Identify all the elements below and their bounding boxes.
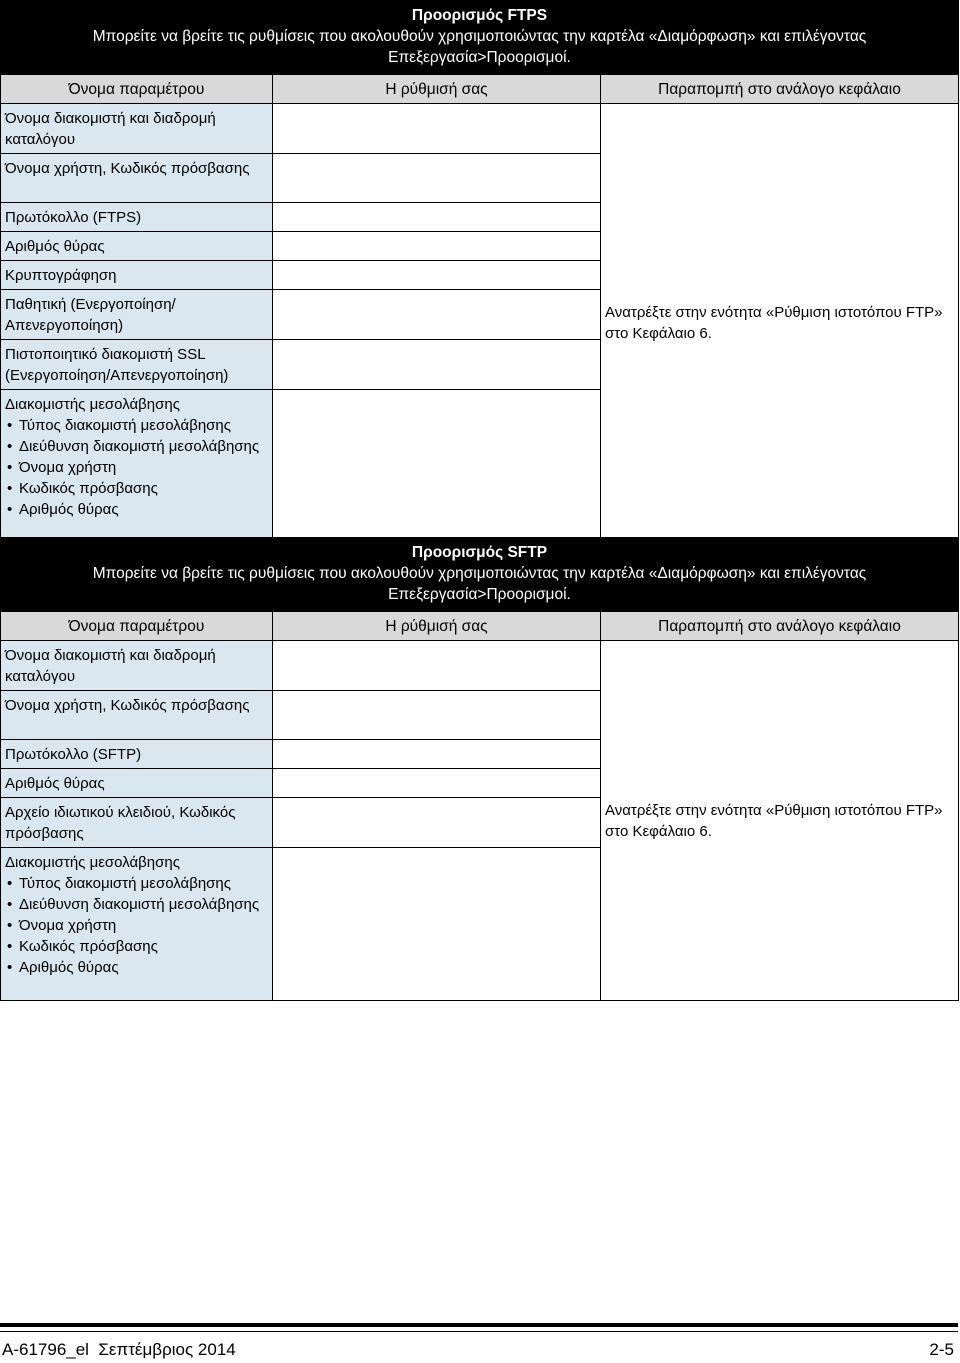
list-item: • Αριθμός θύρας <box>7 501 119 518</box>
list-item: • Τύπος διακομιστή μεσολάβησης <box>7 417 232 434</box>
footer-document-id: A-61796_el Σεπτέμβριος 2014 <box>2 1340 236 1359</box>
header-your-setting: Η ρύθμισή σας <box>273 612 601 641</box>
sftp-intro-line2: Επεξεργασία>Προορισμοί. <box>388 586 571 603</box>
param-server-path: Όνομα διακομιστή και διαδρομή καταλόγου <box>1 104 273 154</box>
setting-cell[interactable] <box>273 340 601 390</box>
proxy-items-list <box>5 873 268 978</box>
ftps-intro-line1: Μπορείτε να βρείτε τις ρυθμίσεις που ακολουθούν χρησιμοποιώντας την καρτέλα «Διαμόρφωση» και επιλέγοντας <box>92 28 867 45</box>
ftps-intro-line2: Επεξεργασία>Προορισμοί. <box>388 49 571 66</box>
setting-cell[interactable] <box>273 203 601 232</box>
header-chapter-reference: Παραπομπή στο ανάλογο κεφάλαιο <box>601 75 959 104</box>
sftp-destination-table <box>0 537 959 1001</box>
param-ssl-certificate: Πιστοποιητικό διακομιστή SSL (Ενεργοποίηση/Απενεργοποίηση) <box>1 340 273 390</box>
param-encryption: Κρυπτογράφηση <box>1 261 273 290</box>
proxy-items-list <box>5 415 268 520</box>
footer-rule-thick <box>0 1323 958 1327</box>
param-proxy-server <box>1 848 273 1001</box>
ftps-chapter-reference: Ανατρέξτε στην ενότητα «Ρύθμιση ιστοτόπου FTP» στο Κεφάλαιο 6. <box>601 104 959 543</box>
header-parameter-name: Όνομα παραμέτρου <box>1 75 273 104</box>
list-item: • Όνομα χρήστη <box>7 917 117 934</box>
footer-rule-thin <box>0 1331 958 1332</box>
setting-cell[interactable] <box>273 261 601 290</box>
sftp-chapter-reference: Ανατρέξτε στην ενότητα «Ρύθμιση ιστοτόπου FTP» στο Κεφάλαιο 6. <box>601 641 959 1001</box>
setting-cell[interactable] <box>273 740 601 769</box>
sftp-title: Προορισμός SFTP <box>411 544 548 561</box>
param-port-number: Αριθμός θύρας <box>1 769 273 798</box>
list-item: • Κωδικός πρόσβασης <box>7 480 158 497</box>
proxy-title: Διακομιστής μεσολάβησης <box>5 396 180 413</box>
setting-cell[interactable] <box>273 641 601 691</box>
setting-cell[interactable] <box>273 154 601 203</box>
param-proxy-server <box>1 390 273 543</box>
param-private-key-file: Αρχείο ιδιωτικού κλειδιού, Κωδικός πρόσβασης <box>1 798 273 848</box>
list-item: • Όνομα χρήστη <box>7 459 117 476</box>
proxy-title: Διακομιστής μεσολάβησης <box>5 854 180 871</box>
setting-cell[interactable] <box>273 104 601 154</box>
param-port-number: Αριθμός θύρας <box>1 232 273 261</box>
list-item: • Τύπος διακομιστή μεσολάβησης <box>7 875 232 892</box>
ftps-destination-table <box>0 0 959 543</box>
list-item: • Διεύθυνση διακομιστή μεσολάβησης <box>7 438 260 455</box>
setting-cell[interactable] <box>273 798 601 848</box>
ftps-banner <box>1 1 959 75</box>
setting-cell[interactable] <box>273 769 601 798</box>
sftp-banner <box>1 538 959 612</box>
sftp-intro-line1: Μπορείτε να βρείτε τις ρυθμίσεις που ακολουθούν χρησιμοποιώντας την καρτέλα «Διαμόρφωση» και επιλέγοντας <box>92 565 867 582</box>
header-parameter-name: Όνομα παραμέτρου <box>1 612 273 641</box>
setting-cell[interactable] <box>273 691 601 740</box>
param-protocol: Πρωτόκολλο (FTPS) <box>1 203 273 232</box>
ftps-title: Προορισμός FTPS <box>411 7 548 24</box>
header-your-setting: Η ρύθμισή σας <box>273 75 601 104</box>
param-protocol: Πρωτόκολλο (SFTP) <box>1 740 273 769</box>
setting-cell[interactable] <box>273 290 601 340</box>
param-passive: Παθητική (Ενεργοποίηση/ Απενεργοποίηση) <box>1 290 273 340</box>
param-username-password: Όνομα χρήστη, Κωδικός πρόσβασης <box>1 154 273 203</box>
list-item: • Αριθμός θύρας <box>7 959 119 976</box>
footer-page-number: 2-5 <box>929 1340 954 1359</box>
param-server-path: Όνομα διακομιστή και διαδρομή καταλόγου <box>1 641 273 691</box>
setting-cell[interactable] <box>273 232 601 261</box>
setting-cell[interactable] <box>273 848 601 1001</box>
list-item: • Διεύθυνση διακομιστή μεσολάβησης <box>7 896 260 913</box>
header-chapter-reference: Παραπομπή στο ανάλογο κεφάλαιο <box>601 612 959 641</box>
list-item: • Κωδικός πρόσβασης <box>7 938 158 955</box>
param-username-password: Όνομα χρήστη, Κωδικός πρόσβασης <box>1 691 273 740</box>
setting-cell[interactable] <box>273 390 601 543</box>
